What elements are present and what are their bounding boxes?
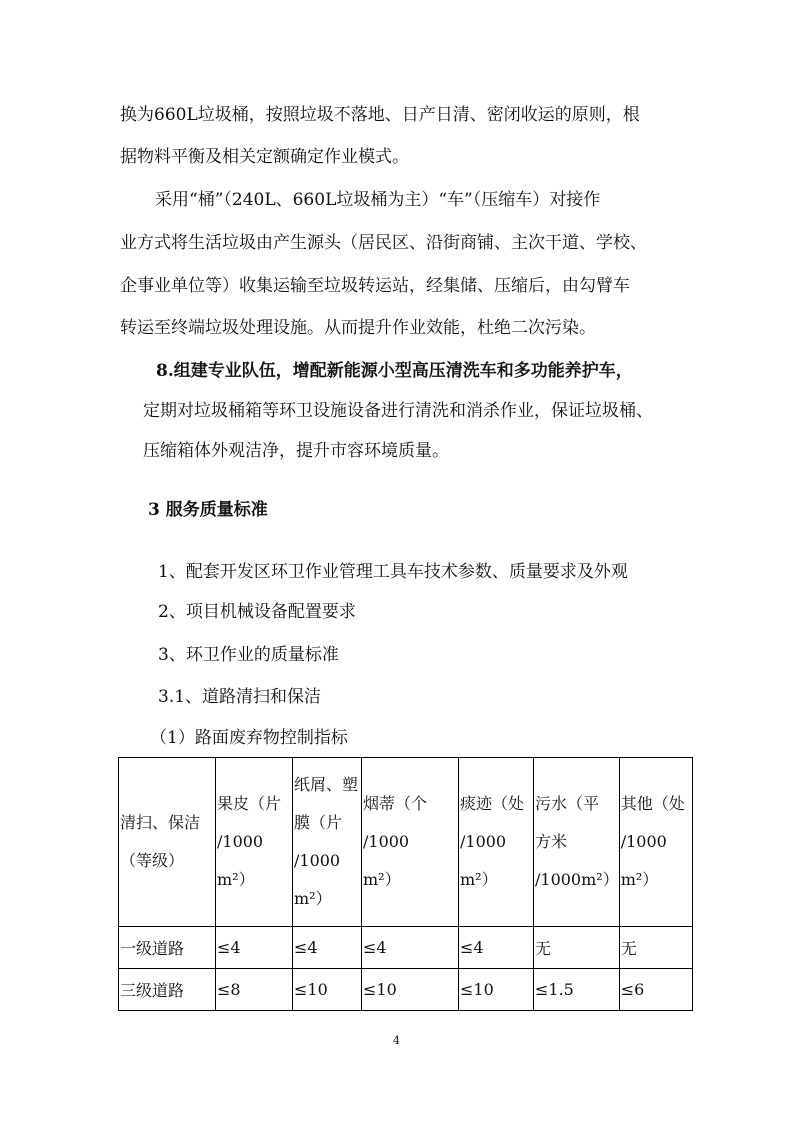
header-text: /1000 — [294, 851, 341, 870]
list-item: 3、环卫作业的质量标准 — [158, 645, 339, 665]
header-cell — [459, 758, 534, 927]
header-text: （等级） — [120, 851, 185, 870]
table-cell: ≤10 — [459, 969, 534, 1011]
section-heading: 3 服务质量标准 — [148, 500, 268, 520]
paragraph-line: 采用“桶”（240L、660L垃圾桶为主）“车”（压缩车）对接作 — [155, 190, 601, 210]
header-text: 其他（处 — [620, 794, 685, 813]
table-header-row — [119, 758, 693, 927]
header-text: /1000 — [620, 832, 667, 851]
header-text: 方米 — [535, 832, 568, 851]
paragraph-line: 企事业单位等）收集运输至垃圾转运站，经集储、压缩后，由勾臂车 — [120, 276, 630, 296]
header-text: 清扫、保洁 — [120, 813, 201, 832]
table-cell: ≤4 — [216, 927, 293, 969]
table-cell: 三级道路 — [119, 969, 216, 1011]
list-item: 1、配套开发区环卫作业管理工具车技术参数、质量要求及外观 — [158, 562, 628, 582]
table-row — [119, 969, 693, 1011]
header-text: 污水（平 — [535, 794, 600, 813]
header-text: /1000 — [217, 832, 264, 851]
table-cell: ≤6 — [619, 969, 692, 1011]
paragraph-line: 压缩箱体外观洁净，提升市容环境质量。 — [143, 441, 449, 461]
list-item: 2、项目机械设备配置要求 — [158, 602, 356, 622]
table-cell: ≤4 — [459, 927, 534, 969]
header-cell — [619, 758, 692, 927]
table-cell: ≤10 — [293, 969, 362, 1011]
header-text: 烟蒂（个 — [363, 794, 428, 813]
header-cell — [362, 758, 459, 927]
table-cell: ≤4 — [293, 927, 362, 969]
table-cell: ≤4 — [362, 927, 459, 969]
header-text: /1000 — [460, 832, 507, 851]
paragraph-line: 业方式将生活垃圾由产生源头（居民区、沿街商铺、主次干道、学校、 — [120, 233, 647, 253]
table-cell: 一级道路 — [119, 927, 216, 969]
waste-control-table — [118, 757, 693, 1011]
header-text: m²） — [620, 870, 659, 889]
header-cell — [534, 758, 620, 927]
header-text: m²） — [460, 870, 498, 889]
header-cell — [119, 758, 216, 927]
table-row — [119, 927, 693, 969]
paragraph-line: 换为660L垃圾桶，按照垃圾不落地、日产日清、密闭收运的原则，根 — [120, 105, 640, 125]
header-text: 膜（片 — [294, 813, 343, 832]
page-number: 4 — [393, 1034, 400, 1047]
header-text: /1000m²） — [535, 870, 619, 889]
header-cell — [293, 758, 362, 927]
subsection-heading: 3.1、道路清扫和保洁 — [158, 687, 322, 707]
header-text: m²） — [217, 870, 255, 889]
header-text: 痰迹（处 — [460, 794, 525, 813]
table-caption: （1）路面废弃物控制指标 — [150, 728, 348, 748]
header-text: m²） — [363, 870, 401, 889]
table-cell: ≤8 — [216, 969, 293, 1011]
header-cell — [216, 758, 293, 927]
table-cell: ≤1.5 — [534, 969, 620, 1011]
paragraph-line: 据物料平衡及相关定额确定作业模式。 — [120, 147, 409, 167]
header-text: m²） — [294, 889, 332, 908]
header-text: 纸屑、塑 — [294, 775, 359, 794]
paragraph-line: 定期对垃圾桶箱等环卫设施设备进行清洗和消杀作业，保证垃圾桶、 — [143, 401, 653, 421]
table-cell: 无 — [534, 927, 620, 969]
header-text: 果皮（片 — [217, 794, 282, 813]
table-cell: 无 — [619, 927, 692, 969]
header-text: /1000 — [363, 832, 410, 851]
table-cell: ≤10 — [362, 969, 459, 1011]
paragraph-line: 转运至终端垃圾处理设施。从而提升作业效能，杜绝二次污染。 — [120, 318, 596, 338]
bold-heading-line: 8.组建专业队伍，增配新能源小型高压清洗车和多功能养护车， — [156, 361, 633, 381]
